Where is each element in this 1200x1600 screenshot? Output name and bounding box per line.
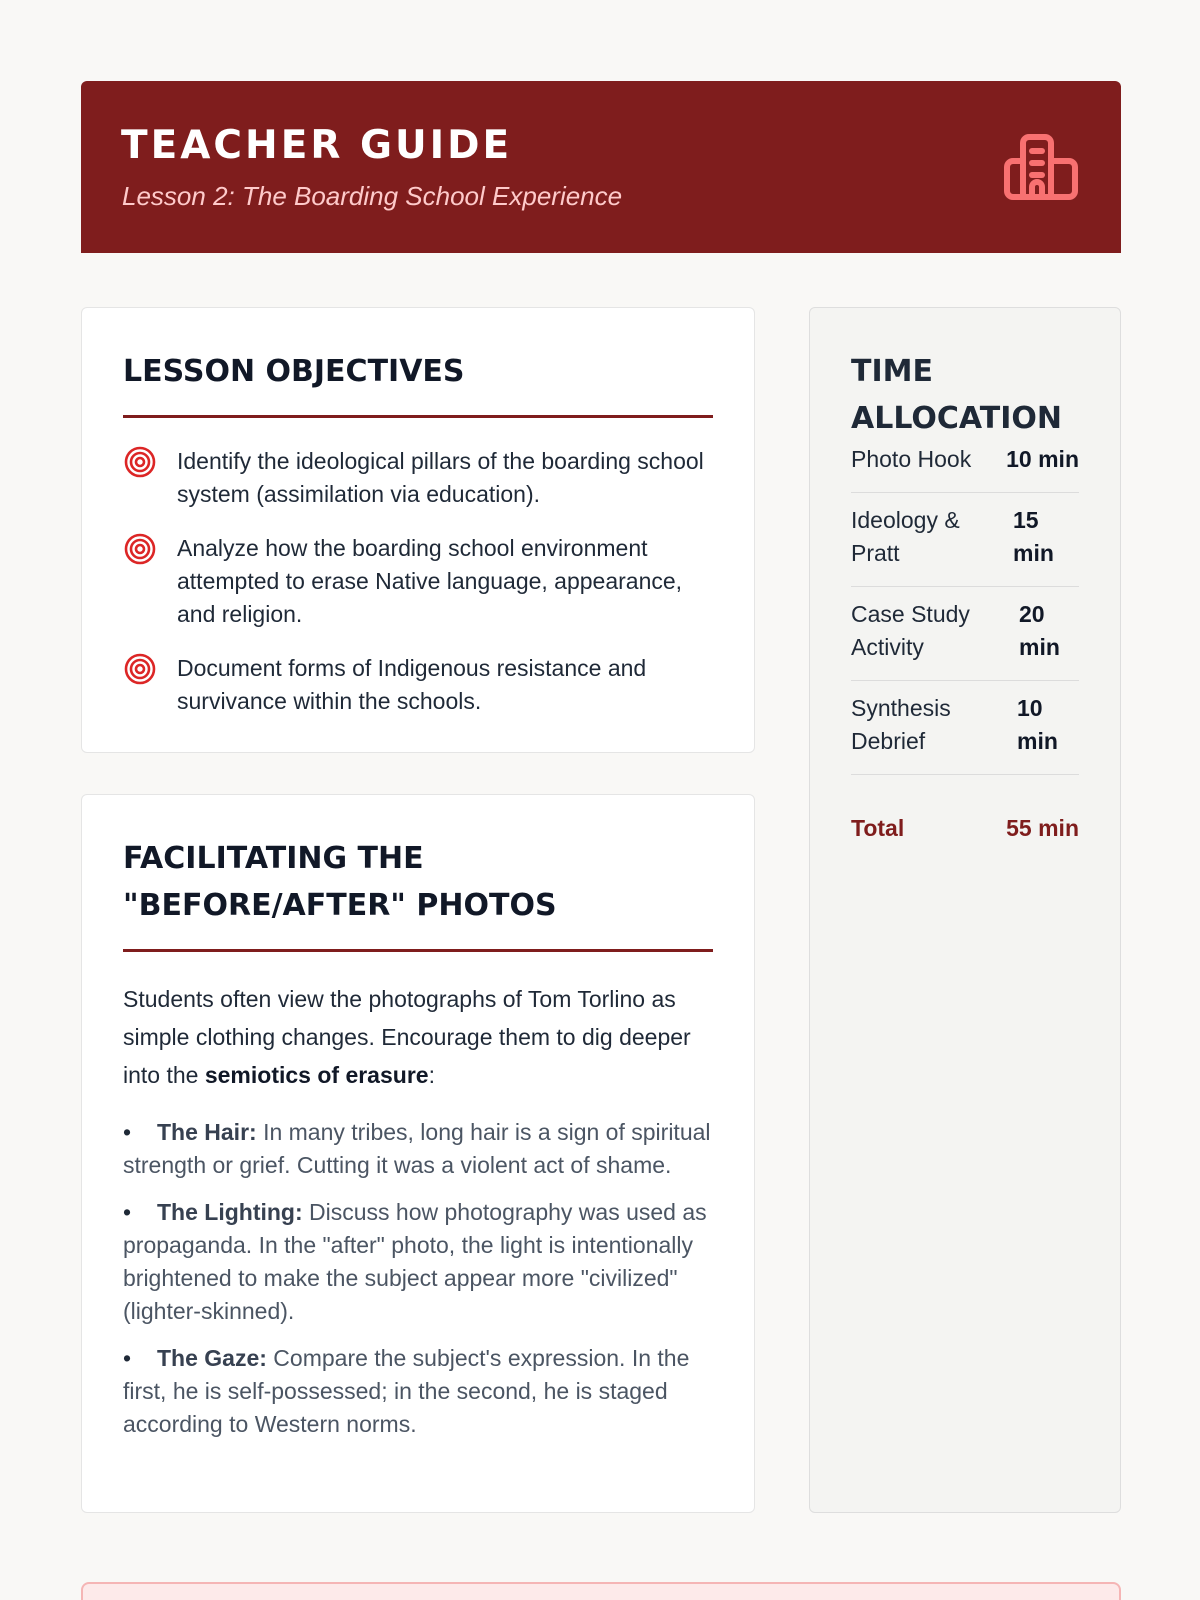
bullet-label: The Gaze: bbox=[157, 1345, 267, 1371]
time-allocation-card bbox=[809, 307, 1121, 1513]
intro-end: : bbox=[428, 1062, 435, 1088]
time-label: Ideology & Pratt bbox=[851, 507, 960, 566]
lesson-subtitle: Lesson 2: The Boarding School Experience bbox=[122, 181, 623, 211]
target-icon bbox=[123, 532, 157, 566]
objective-text: Document forms of Indigenous resistance and survivance within the schools. bbox=[177, 655, 647, 714]
total-label: Total bbox=[851, 815, 905, 841]
time-heading-line2: ALLOCATION bbox=[851, 401, 1063, 436]
time-heading bbox=[851, 348, 1079, 442]
bullet-label: The Lighting: bbox=[157, 1199, 303, 1225]
objective-text: Identify the ideological pillars of the boarding school system (assimilation via education). bbox=[177, 448, 704, 507]
list-item bbox=[123, 1196, 713, 1328]
time-label: Case Study Activity bbox=[851, 601, 970, 660]
bullet-label: The Hair: bbox=[157, 1119, 257, 1145]
page-title: TEACHER GUIDE bbox=[121, 123, 513, 168]
list-item bbox=[123, 1116, 713, 1182]
photos-heading-line1: FACILITATING THE bbox=[123, 841, 424, 876]
lesson-objectives-card bbox=[81, 307, 755, 753]
objective-item bbox=[123, 652, 713, 718]
guide-header bbox=[81, 81, 1121, 253]
bullet-text: Discuss how photography was used as propaganda. In the "after" photo, the light is intentionally brightened to make the subject appear more "civilized" (lighter-skinned). bbox=[123, 1199, 707, 1324]
total-row bbox=[851, 815, 1079, 842]
bullet-dot: • bbox=[123, 1199, 132, 1225]
list-item bbox=[123, 1342, 713, 1441]
time-value: 15 min bbox=[1013, 507, 1054, 566]
bullet-text: Compare the subject's expression. In the first, he is self-possessed; in the second, he is staged according to Western norms. bbox=[123, 1345, 690, 1437]
time-value: 20 min bbox=[1019, 601, 1060, 660]
photos-heading bbox=[123, 835, 713, 929]
photo-points-list bbox=[123, 1116, 713, 1441]
time-row bbox=[851, 587, 1079, 681]
objective-text: Analyze how the boarding school environment attempted to erase Native language, appearance, and religion. bbox=[177, 535, 683, 627]
bullet-dot: • bbox=[123, 1119, 132, 1145]
bullet-dot: • bbox=[123, 1345, 132, 1371]
objective-item bbox=[123, 445, 713, 511]
divider bbox=[123, 949, 713, 952]
bullet-text: In many tribes, long hair is a sign of spiritual strength or grief. Cutting it was a violent act of shame. bbox=[123, 1119, 711, 1178]
callout-box bbox=[81, 1582, 1121, 1600]
intro-emphasis: semiotics of erasure bbox=[204, 1062, 429, 1088]
building-icon bbox=[1001, 131, 1081, 203]
time-label: Photo Hook bbox=[851, 446, 972, 472]
time-label: Synthesis Debrief bbox=[851, 695, 951, 754]
time-row bbox=[851, 493, 1079, 587]
target-icon bbox=[123, 652, 157, 686]
intro-paragraph bbox=[123, 980, 713, 1094]
facilitating-photos-card bbox=[81, 794, 755, 1513]
total-value: 55 min bbox=[1006, 815, 1079, 841]
objectives-heading: LESSON OBJECTIVES bbox=[123, 354, 465, 389]
time-row bbox=[851, 442, 1079, 493]
time-value: 10 min bbox=[1017, 695, 1058, 754]
time-heading-line1: TIME bbox=[851, 354, 933, 389]
time-row bbox=[851, 681, 1079, 775]
intro-text: Students often view the photographs of Tom Torlino as simple clothing changes. Encourage them to dig deeper into the bbox=[123, 986, 691, 1088]
time-value: 10 min bbox=[1006, 446, 1079, 472]
target-icon bbox=[123, 445, 157, 479]
objectives-list bbox=[123, 445, 713, 718]
divider bbox=[123, 415, 713, 418]
objective-item bbox=[123, 532, 713, 631]
photos-heading-line2: "BEFORE/AFTER" PHOTOS bbox=[123, 888, 557, 923]
